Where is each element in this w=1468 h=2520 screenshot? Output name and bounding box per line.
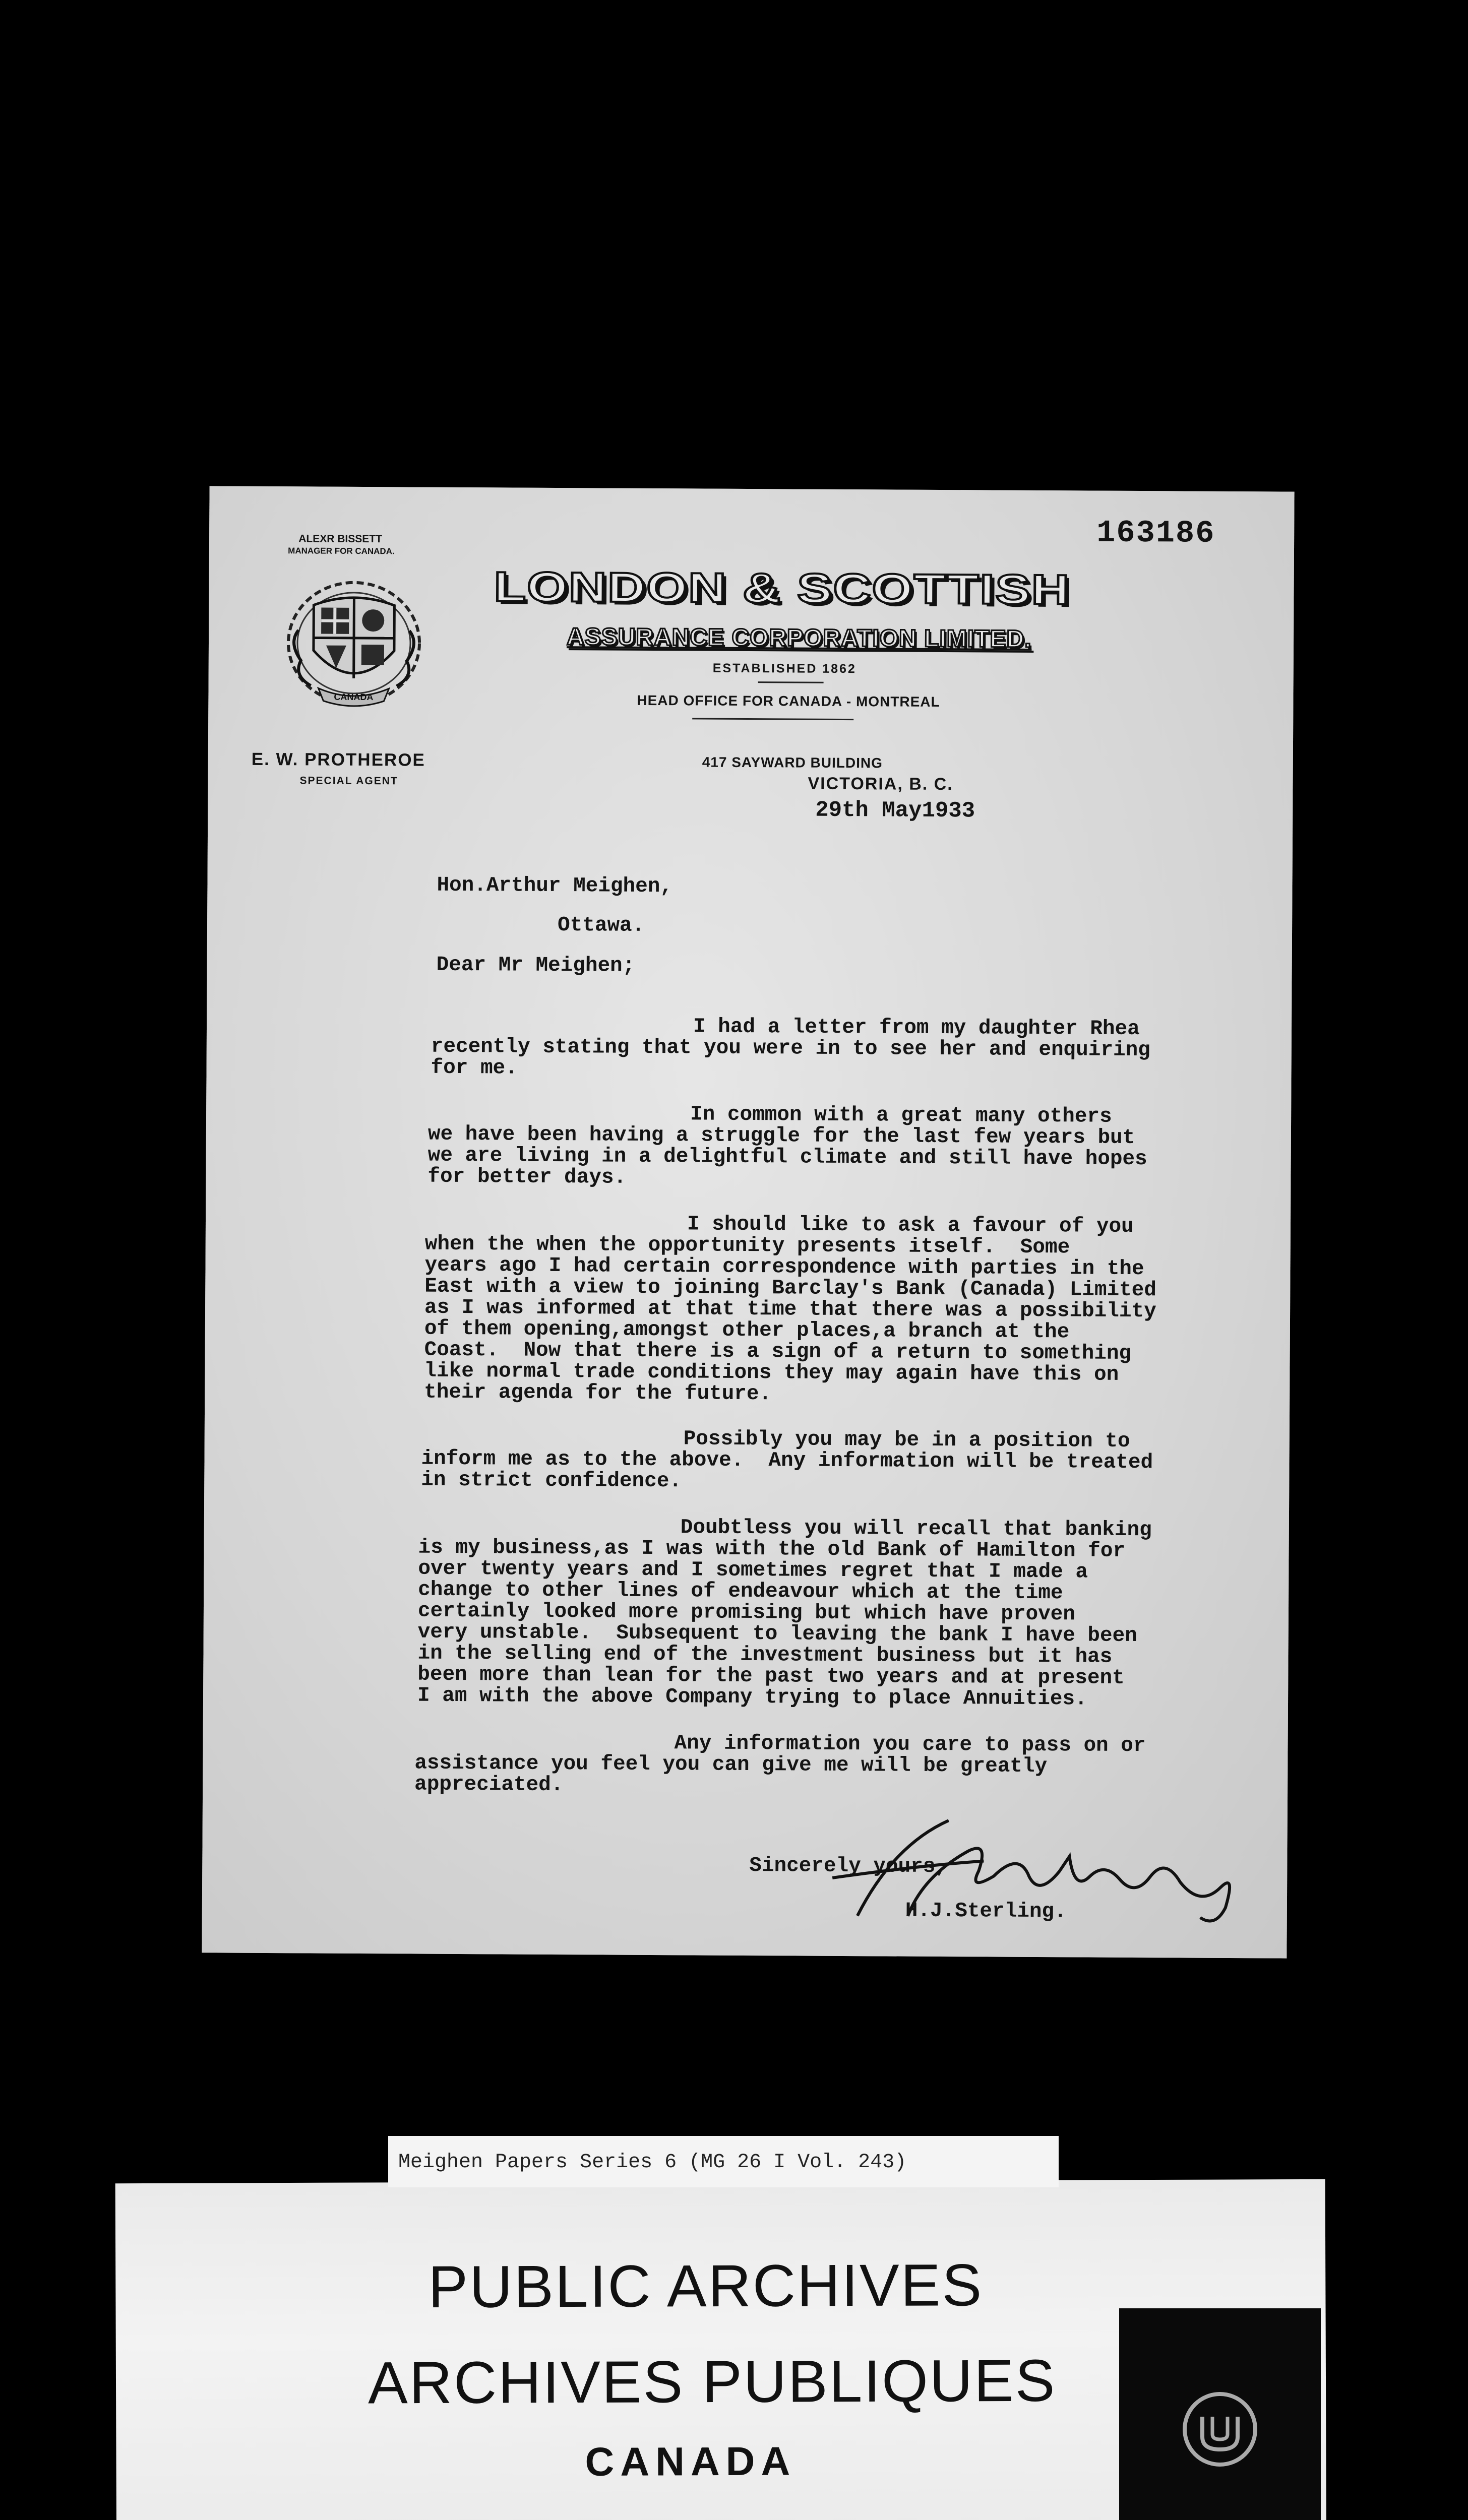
body-line: years ago I had certain correspondence with parties in the bbox=[424, 1253, 1144, 1281]
series-label bbox=[388, 2136, 1059, 2187]
body-line: for me. bbox=[431, 1056, 518, 1080]
office-city: VICTORIA, B. C. bbox=[808, 774, 953, 794]
archive-name-french: ARCHIVES PUBLIQUES bbox=[368, 2347, 1057, 2417]
crest-banner-text: CANADA bbox=[334, 691, 374, 703]
body-line: Possibly you may be in a position to bbox=[683, 1427, 1130, 1453]
body-line: inform me as to the above. Any information will be treated bbox=[421, 1447, 1153, 1475]
body-line: like normal trade conditions they may again have this on bbox=[424, 1359, 1119, 1387]
body-line: been more than lean for the past two years and at present bbox=[417, 1663, 1125, 1690]
office-address: 417 SAYWARD BUILDING bbox=[702, 754, 883, 771]
established-year: ESTABLISHED 1862 bbox=[712, 661, 857, 676]
body-line: In common with a great many others bbox=[690, 1103, 1112, 1128]
recipient-city: Ottawa. bbox=[557, 914, 645, 937]
company-name: LONDON & SCOTTISH bbox=[494, 563, 1071, 613]
body-line: over twenty years and I sometimes regret that I made a bbox=[418, 1557, 1088, 1584]
document-number: 163186 bbox=[1096, 515, 1215, 551]
logo-panel bbox=[1119, 2308, 1321, 2520]
body-line: very unstable. Subsequent to leaving the bank I have been bbox=[417, 1620, 1137, 1648]
head-office: HEAD OFFICE FOR CANADA - MONTREAL bbox=[637, 692, 940, 710]
body-line: I should like to ask a favour of you bbox=[687, 1213, 1134, 1239]
manager-title: MANAGER FOR CANADA. bbox=[288, 546, 395, 556]
letter-date: 29th May1933 bbox=[815, 797, 975, 824]
agent-name: E. W. PROTHEROE bbox=[251, 749, 425, 770]
company-subtitle: ASSURANCE CORPORATION LIMITED. bbox=[566, 623, 1032, 653]
agent-title: SPECIAL AGENT bbox=[299, 775, 398, 787]
letter-page bbox=[202, 486, 1294, 1958]
manager-name: ALEXR BISSETT bbox=[298, 533, 382, 545]
body-line: recently stating that you were in to see her and enquiring bbox=[431, 1035, 1150, 1062]
body-line: their agenda for the future. bbox=[424, 1380, 772, 1406]
signature-name: H.J.Sterling. bbox=[905, 1899, 1067, 1924]
body-line: when the when the opportunity presents itself. Some bbox=[424, 1232, 1070, 1259]
body-line: appreciated. bbox=[414, 1773, 564, 1797]
body-line: I am with the above Company trying to place Annuities. bbox=[417, 1684, 1087, 1711]
archive-name-english: PUBLIC ARCHIVES bbox=[428, 2252, 984, 2321]
body-line: we have been having a struggle for the last few years but bbox=[427, 1122, 1135, 1150]
body-line: in strict confidence. bbox=[421, 1468, 682, 1493]
body-line: in the selling end of the investment business but it has bbox=[417, 1642, 1113, 1669]
body-line: as I was informed at that time that there was a possibility bbox=[424, 1296, 1156, 1324]
archives-logo-icon bbox=[1180, 2389, 1260, 2470]
body-line: for better days. bbox=[427, 1165, 627, 1189]
body-line: we are living in a delightful climate and still have hopes bbox=[427, 1144, 1147, 1171]
divider bbox=[758, 681, 824, 683]
divider bbox=[692, 718, 853, 720]
body-line: of them opening,amongst other places,a branch at the bbox=[424, 1317, 1070, 1344]
coat-of-arms-icon bbox=[283, 575, 424, 711]
recipient-name: Hon.Arthur Meighen, bbox=[437, 873, 673, 899]
closing: Sincerely yours, bbox=[749, 1854, 948, 1879]
body-line: is my business,as I was with the old Bank of Hamilton for bbox=[418, 1536, 1126, 1563]
body-line: Doubtless you will recall that banking bbox=[680, 1516, 1152, 1542]
body-line: assistance you feel you can give me will be greatly bbox=[414, 1751, 1048, 1779]
body-line: East with a view to joining Barclay's Bank (Canada) Limited bbox=[424, 1275, 1157, 1302]
archive-country: CANADA bbox=[585, 2438, 797, 2484]
body-line: Coast. Now that there is a sign of a return to something bbox=[424, 1338, 1132, 1365]
body-line: change to other lines of endeavour which at the time bbox=[418, 1578, 1063, 1605]
body-line: I had a letter from my daughter Rhea bbox=[693, 1015, 1140, 1041]
body-line: certainly looked more promising but which have proven bbox=[417, 1599, 1076, 1626]
body-line: Any information you care to pass on or bbox=[674, 1732, 1146, 1758]
series-label-text: Meighen Papers Series 6 (MG 26 I Vol. 243) bbox=[398, 2151, 907, 2174]
salutation: Dear Mr Meighen; bbox=[436, 953, 635, 978]
